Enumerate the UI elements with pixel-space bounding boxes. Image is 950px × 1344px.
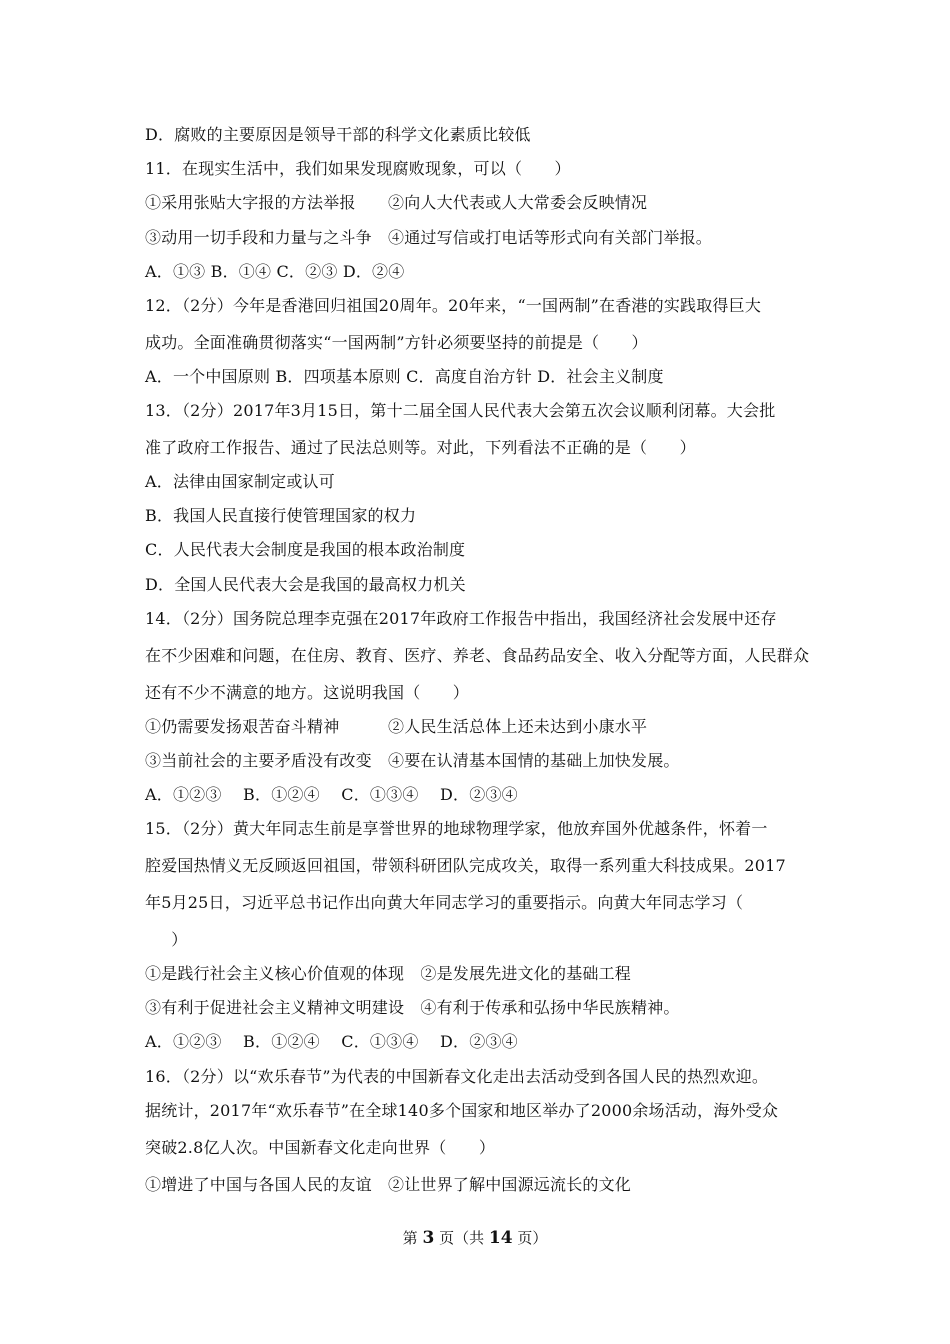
text-line: B．我国人民直接行使管理国家的权力 — [145, 506, 417, 525]
text-line: A．①②③ B．①②④ C．①③④ D．②③④ — [145, 1032, 518, 1051]
text-line: ） — [155, 930, 188, 949]
text-line: 突破2.8亿人次。中国新春文化走向世界（ ） — [145, 1138, 496, 1157]
text-line: ③有利于促进社会主义精神文明建设 ④有利于传承和弘扬中华民族精神。 — [145, 998, 680, 1017]
text-line: 12．（2分）今年是香港回归祖国20周年。20年来，“一国两制”在香港的实践取得巨大 — [145, 296, 762, 315]
text-line: 据统计，2017年“欢乐春节”在全球140多个国家和地区举办了2000余场活动，海外受众 — [145, 1101, 779, 1120]
text-line: 腔爱国热情义无反顾返回祖国，带领科研团队完成攻关，取得一系列重大科技成果。2017 — [145, 856, 786, 875]
footer-prefix: 第 — [402, 1229, 418, 1247]
text-line: 13．（2分）2017年3月15日，第十二届全国人民代表大会第五次会议顺利闭幕。大会批 — [145, 401, 776, 420]
footer-total-pages: 14 — [488, 1228, 513, 1248]
text-line: ③当前社会的主要矛盾没有改变 ④要在认清基本国情的基础上加快发展。 — [145, 751, 680, 770]
text-line: A．一个中国原则 B．四项基本原则 C．高度自治方针 D．社会主义制度 — [145, 367, 664, 386]
text-line: A．①③ B．①④ C．②③ D．②④ — [145, 262, 405, 281]
text-line: ①增进了中国与各国人民的友谊 ②让世界了解中国源远流长的文化 — [145, 1175, 632, 1194]
text-line: 16．（2分）以“欢乐春节”为代表的中国新春文化走出去活动受到各国人民的热烈欢迎。 — [145, 1067, 769, 1086]
text-line: 15．（2分）黄大年同志生前是享誉世界的地球物理学家，他放弃国外优越条件，怀着一 — [145, 819, 768, 838]
text-line: D．腐败的主要原因是领导干部的科学文化素质比较低 — [145, 125, 531, 144]
text-line: C．人民代表大会制度是我国的根本政治制度 — [145, 540, 466, 559]
text-line: 成功。全面准确贯彻落实“一国两制”方针必须要坚持的前提是（ ） — [145, 333, 648, 352]
page-footer — [0, 1228, 950, 1248]
footer-page-number: 3 — [422, 1228, 435, 1248]
footer-middle: 页（共 — [439, 1229, 485, 1247]
text-line: 准了政府工作报告、通过了民法总则等。对此，下列看法不正确的是（ ） — [145, 438, 696, 457]
text-line: A．法律由国家制定或认可 — [145, 472, 335, 491]
text-line: 还有不少不满意的地方。这说明我国（ ） — [145, 683, 470, 702]
text-line: D．全国人民代表大会是我国的最高权力机关 — [145, 575, 466, 594]
text-line: ③动用一切手段和力量与之斗争 ④通过写信或打电话等形式向有关部门举报。 — [145, 228, 713, 247]
text-line: 年5月25日，习近平总书记作出向黄大年同志学习的重要指示。向黄大年同志学习（ — [145, 893, 744, 912]
text-line: 在不少困难和问题，在住房、教育、医疗、养老、食品药品安全、收入分配等方面，人民群众 — [145, 646, 810, 665]
text-line: ①是践行社会主义核心价值观的体现 ②是发展先进文化的基础工程 — [145, 964, 632, 983]
text-line: 11．在现实生活中，我们如果发现腐败现象，可以（ ） — [145, 159, 571, 178]
footer-suffix: 页） — [517, 1229, 548, 1247]
text-line: ①采用张贴大字报的方法举报 ②向人大代表或人大常委会反映情况 — [145, 193, 648, 212]
text-line: A．①②③ B．①②④ C．①③④ D．②③④ — [145, 785, 518, 804]
text-line: ①仍需要发扬艰苦奋斗精神 ②人民生活总体上还未达到小康水平 — [145, 717, 648, 736]
text-line: 14．（2分）国务院总理李克强在2017年政府工作报告中指出，我国经济社会发展中还存 — [145, 609, 777, 628]
